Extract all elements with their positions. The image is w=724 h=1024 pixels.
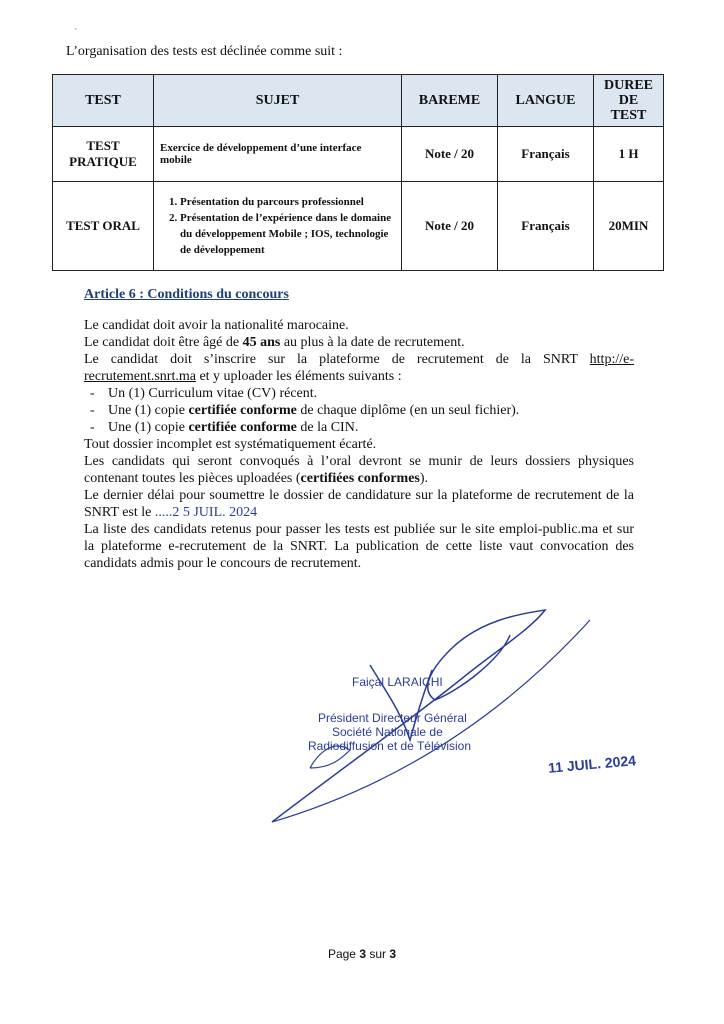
text-run: au plus à la date de recrutement. <box>280 335 465 350</box>
header-bareme: BAREME <box>402 75 498 127</box>
cell-langue: Français <box>498 127 594 182</box>
text-run: de chaque diplôme (en un seul fichier). <box>296 403 520 418</box>
text-run: Une (1) copie <box>108 420 189 435</box>
stamp-line: Président Directeur Général <box>318 711 467 725</box>
text-run: Un (1) Curriculum vitae (CV) récent. <box>108 386 318 401</box>
cell-duree: 20MIN <box>594 182 664 271</box>
documents-list <box>84 385 634 436</box>
header-langue: LANGUE <box>498 75 594 127</box>
paragraph: Le candidat doit avoir la nationalité marocaine. <box>84 318 349 333</box>
paragraph: Tout dossier incomplet est systématiquement écarté. <box>84 437 377 452</box>
cell-subject <box>154 182 402 271</box>
paragraph <box>84 453 634 487</box>
paragraph <box>84 334 634 351</box>
bullet-mark: ` <box>74 28 78 39</box>
text-run: Les candidats qui seront convoqués à l’oral devront se munir de leurs dossiers physiques contenant toutes les pièces uploadées ( <box>84 454 634 486</box>
text-run: et y uploader les éléments suivants : <box>195 369 402 384</box>
text-run: ). <box>419 471 429 486</box>
cell-subject: Exercice de développement d’une interface mobile <box>154 127 402 182</box>
cell-bareme: Note / 20 <box>402 182 498 271</box>
subject-item: 2. Présentation de l’expérience dans le domaine du développement Mobile ; IOS, technologie de développement <box>180 210 395 258</box>
text-bold: certifiée conforme <box>188 420 297 435</box>
text-bold: certifiées conformes <box>300 471 420 486</box>
page-number: 3 <box>359 947 366 961</box>
article-body <box>84 317 634 572</box>
text-run: Le candidat doit s’inscrire sur la plateforme de recrutement de la SNRT <box>84 352 590 367</box>
text-bold: 45 ans <box>242 335 281 350</box>
header-duree: DUREE DE TEST <box>594 75 664 127</box>
list-item <box>84 419 634 436</box>
stamp-line: Société Nationale de <box>332 725 443 739</box>
header-test: TEST <box>53 75 154 127</box>
subject-list <box>160 194 395 258</box>
deadline-date-stamp: .....2 5 JUIL. 2024 <box>154 505 258 520</box>
header-subject: SUJET <box>154 75 402 127</box>
tests-table <box>52 74 664 271</box>
cell-langue: Français <box>498 182 594 271</box>
list-item <box>84 385 634 402</box>
stamp-line: Radiodiffusion et de Télévision <box>308 739 471 753</box>
cell-test: TEST PRATIQUE <box>53 127 154 182</box>
cell-test: TEST ORAL <box>53 182 154 271</box>
list-item <box>84 402 634 419</box>
text-bold: certifiée conforme <box>188 403 297 418</box>
footer-text: sur <box>366 947 390 961</box>
paragraph <box>84 351 634 385</box>
intro-text: L’organisation des tests est déclinée comme suit : <box>66 44 343 59</box>
table-row <box>53 127 664 182</box>
text-run: Le dernier délai pour soumettre le dossier de candidature sur la plateforme de recrutement de la SNRT est le <box>84 488 634 520</box>
paragraph <box>84 487 634 521</box>
cell-bareme: Note / 20 <box>402 127 498 182</box>
page-footer <box>0 947 724 961</box>
text-run: de la CIN. <box>296 420 359 435</box>
page-total: 3 <box>389 947 397 961</box>
paragraph: La liste des candidats retenus pour passer les tests est publiée sur le site emploi-public.ma et sur la plateforme e-recrutement de la SNRT. La publication de cette liste vaut convocation des candidats admis pour le concours de recrutement. <box>84 522 634 571</box>
recruitment-link[interactable]: http://e-recrutement.snrt.ma <box>84 352 634 384</box>
table-header-row <box>53 75 664 127</box>
signatory-name: Faiçal LARAICHI <box>352 675 443 689</box>
article-heading: Article 6 : Conditions du concours <box>84 287 289 302</box>
footer-text: Page <box>327 947 360 961</box>
text-run: Une (1) copie <box>108 403 189 418</box>
date-stamp: 11 JUIL. 2024 <box>547 752 637 776</box>
text-run: Le candidat doit être âgé de <box>84 335 243 350</box>
subject-item: 1. Présentation du parcours professionnel <box>180 194 395 210</box>
cell-duree: 1 H <box>594 127 664 182</box>
table-row <box>53 182 664 271</box>
